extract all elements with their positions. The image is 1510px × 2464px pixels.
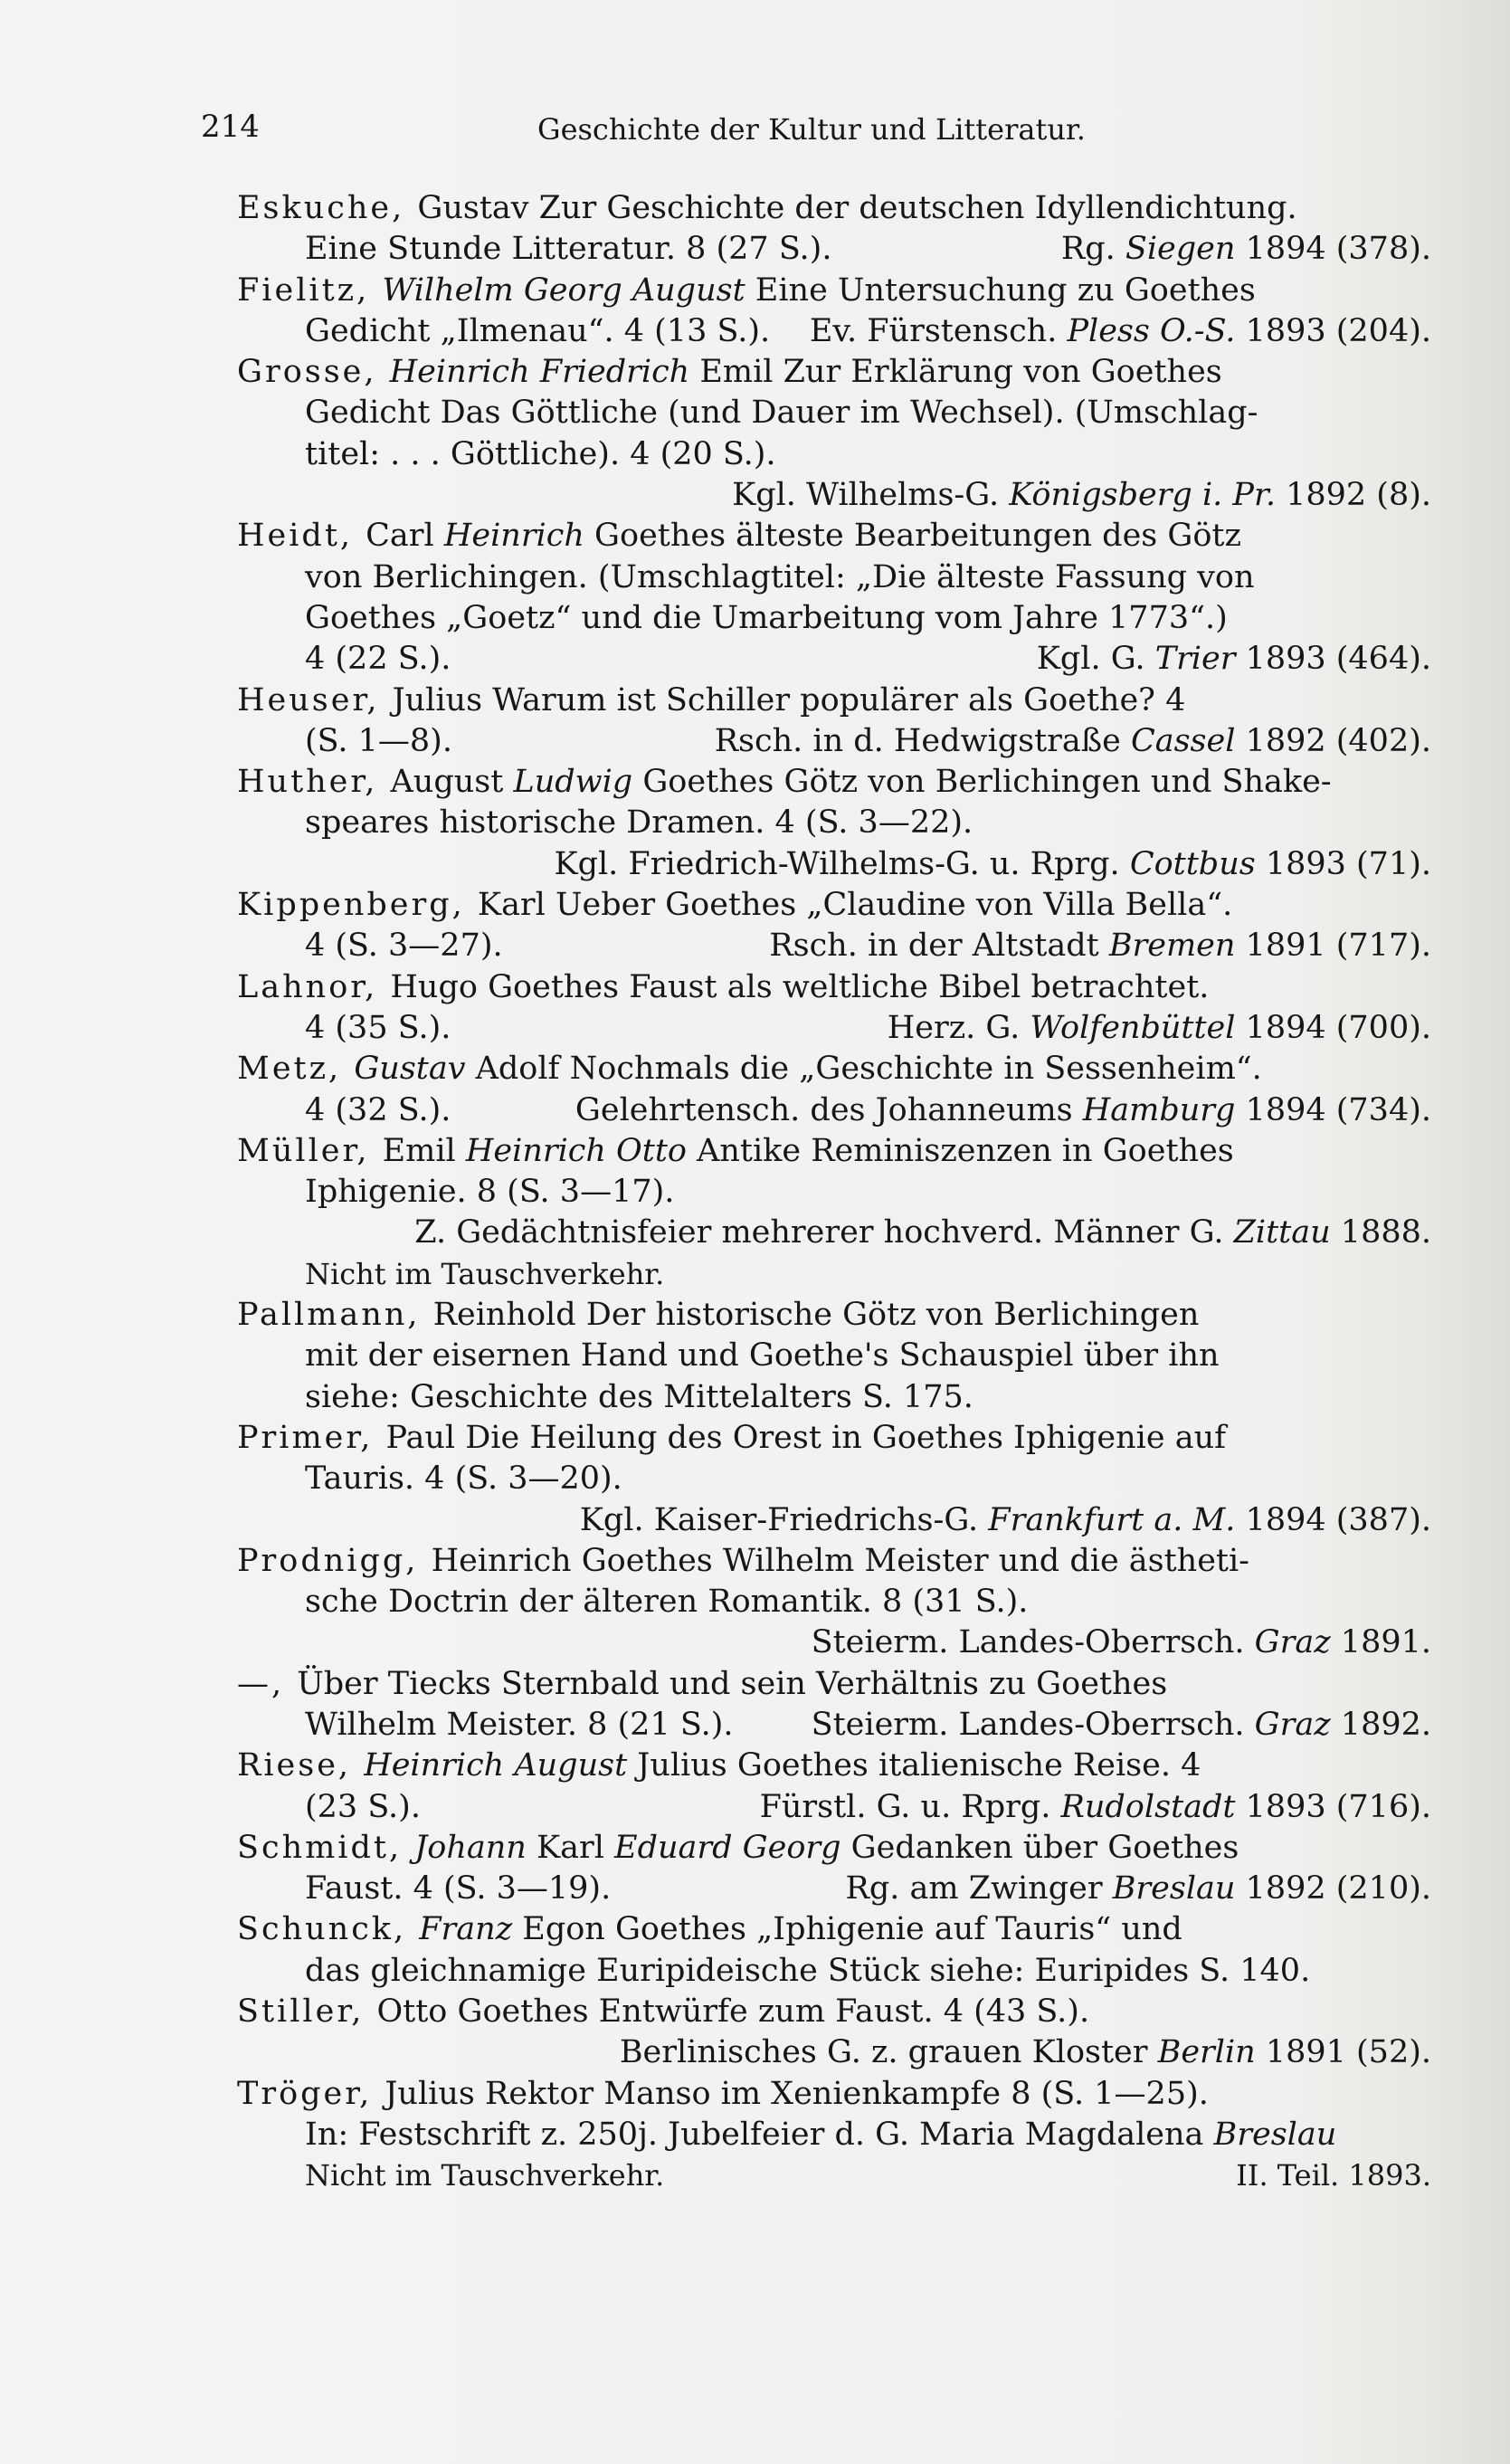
year-number: 1892 (402). [1235, 722, 1431, 759]
author-given-name: Ludwig [513, 764, 633, 801]
entry-heading-line [237, 1295, 1431, 1336]
entry-line [237, 557, 1431, 598]
author-surname: Grosse, [237, 354, 390, 391]
entry-line [237, 434, 1431, 475]
entry-line [237, 475, 1431, 516]
institution: Berlinisches G. z. grauen Kloster [619, 2034, 1158, 2071]
bibliography-entry [237, 2074, 1431, 2197]
place-name: Trier [1154, 641, 1236, 678]
publication-info [812, 1705, 1431, 1746]
author-surname: Heuser, [237, 681, 393, 718]
author-given-name: Karl [526, 1829, 615, 1866]
entry-text: Adolf Nochmals die „Geschichte in Sessenheim“. [465, 1051, 1262, 1088]
entry-text: Wilhelm Meister. 8 (21 S.). [305, 1706, 734, 1743]
entry-heading-line [237, 762, 1431, 803]
author-surname: Pallmann, [237, 1297, 433, 1334]
entry-text: von Berlichingen. (Umschlagtitel: „Die älteste Fassung von [305, 558, 1255, 595]
year-number: 1892 (8). [1275, 477, 1431, 514]
institution: Rsch. in der Altstadt [769, 928, 1109, 965]
entry-line [237, 844, 1431, 885]
bibliography-entry [237, 885, 1431, 967]
entry-line [237, 1459, 1431, 1499]
author-given-name: Gustav [354, 1051, 466, 1088]
author-surname: Huther, [237, 764, 391, 801]
bibliography-entry [237, 1295, 1431, 1418]
entry-text: Egon Goethes „Iphigenie auf Tauris“ und [512, 1911, 1182, 1948]
bibliography-entry [237, 1664, 1431, 1746]
entry-text: Julius Warum ist Schiller populärer als Goethe? 4 [392, 681, 1186, 718]
entry-heading-line [237, 1049, 1431, 1089]
author-surname: Stiller, [237, 1993, 377, 2031]
bibliography-entry [237, 271, 1431, 353]
entry-text: Gedanken über Goethes [840, 1829, 1239, 1866]
running-title: Geschichte der Kultur und Litteratur. [537, 112, 1086, 147]
entry-heading-line [237, 2074, 1431, 2115]
entry-line [237, 2155, 1431, 2196]
place-name: Wolfenbüttel [1030, 1009, 1236, 1046]
entry-line [237, 2032, 1431, 2073]
entry-text: In: Festschrift z. 250j. Jubelfeier d. G. Maria Magdalena [305, 2116, 1214, 2153]
place-name: Frankfurt a. M. [988, 1501, 1236, 1538]
bibliography-entry [237, 1541, 1431, 1664]
publication-info [760, 1787, 1431, 1828]
bibliography-entry [237, 1828, 1431, 1910]
entry-text: Emil Zur Erklärung von Goethes [689, 354, 1222, 391]
publication-info [1236, 2155, 1431, 2196]
entry-line [237, 393, 1431, 433]
entry-text: Iphigenie. 8 (S. 3—17). [305, 1174, 675, 1211]
place-name: Bremen [1108, 928, 1236, 965]
institution: Z. Gedächtnisfeier mehrerer hochverd. Männer G. [414, 1214, 1234, 1251]
entry-text: das gleichnamige Euripideische Stück siehe: Euripides S. 140. [305, 1952, 1311, 1989]
institution: Steierm. Landes-Oberrsch. [811, 1624, 1255, 1661]
entry-text: Otto Goethes Entwürfe zum Faust. 4 (43 S.). [376, 1993, 1090, 2031]
entry-heading-line [237, 1664, 1431, 1705]
entry-line [237, 639, 1431, 680]
publication-info [846, 1869, 1431, 1909]
place-name: Siegen [1125, 231, 1236, 268]
entry-text: siehe: Geschichte des Mittelalters S. 175. [305, 1378, 973, 1415]
year-number: 1891 (717). [1235, 928, 1431, 965]
author-surname: Metz, [237, 1051, 355, 1088]
publication-info [1061, 229, 1431, 270]
year-number: 1893 (71). [1255, 845, 1431, 882]
bibliography-entry [237, 516, 1431, 680]
author-surname: Schunck, [237, 1911, 420, 1948]
entry-text: mit der eisernen Hand und Goethe's Schauspiel über ihn [305, 1337, 1220, 1375]
entry-text: 4 (22 S.). [305, 641, 451, 678]
place-name: Hamburg [1082, 1091, 1236, 1128]
author-given-name: Heinrich Otto [465, 1132, 687, 1169]
entry-heading-line [237, 1418, 1431, 1459]
institution: Rsch. in d. Hedwigstraße [714, 722, 1131, 759]
entry-text: (S. 1—8). [305, 722, 452, 759]
place-name: Zittau [1233, 1214, 1331, 1251]
year-number: 1891. [1330, 1624, 1431, 1661]
publication-info [810, 311, 1431, 352]
entry-line [237, 1008, 1431, 1049]
author-given-name: Johann [414, 1829, 527, 1866]
place-name: Graz [1254, 1624, 1331, 1661]
author-surname: Kippenberg, [237, 887, 478, 924]
institution: Rg. am Zwinger [845, 1870, 1113, 1907]
entry-text: Eine Untersuchung zu Goethes [745, 271, 1256, 309]
institution: Herz. G. [887, 1009, 1030, 1046]
entry-heading-line [237, 967, 1431, 1008]
year-number: 1894 (734). [1235, 1091, 1431, 1128]
entry-text: titel: . . . Göttliche). 4 (20 S.). [305, 435, 776, 472]
bibliography-entry [237, 1418, 1431, 1541]
entry-heading-line [237, 1541, 1431, 1582]
entry-text: Karl Ueber Goethes „Claudine von Villa Bella“. [477, 887, 1233, 924]
entry-heading-line [237, 885, 1431, 926]
author-given-name: Heinrich [443, 518, 584, 555]
entry-text: Gedicht Das Göttliche (und Dauer im Wechsel). (Umschlag- [305, 395, 1258, 432]
year-number: 1892. [1330, 1706, 1431, 1743]
entry-line [237, 1500, 1431, 1541]
entry-text: Heinrich Goethes Wilhelm Meister und die ästheti- [431, 1542, 1250, 1579]
institution: Kgl. Wilhelms-G. [732, 477, 1010, 514]
author-given-name: Heinrich Friedrich [389, 354, 690, 391]
publication-info [1037, 639, 1431, 680]
entry-text: Faust. 4 (S. 3—19). [305, 1870, 612, 1907]
year-number: 1894 (378). [1235, 231, 1431, 268]
institution: Kgl. Friedrich-Wilhelms-G. u. Rprg. [554, 845, 1130, 882]
entry-line [237, 1582, 1431, 1622]
entry-heading-line [237, 188, 1431, 229]
page-header [201, 109, 1467, 163]
publication-info [580, 1500, 1431, 1541]
entry-line [237, 1336, 1431, 1376]
entry-line [237, 1172, 1431, 1213]
entry-heading-line [237, 1828, 1431, 1869]
entry-line [237, 926, 1431, 966]
entry-text: Goethes älteste Bearbeitungen des Götz [584, 518, 1241, 555]
entry-line [237, 1090, 1431, 1131]
entry-line [237, 1869, 1431, 1909]
year-number: 1893 (464). [1235, 641, 1431, 678]
entry-text: Tauris. 4 (S. 3—20). [305, 1460, 622, 1498]
bibliography-list [237, 188, 1431, 2197]
publication-info [812, 1622, 1431, 1663]
entry-text: Julius Rektor Manso im Xenienkampfe 8 (S. 1—25). [385, 2075, 1209, 2112]
entry-text: (23 S.). [305, 1788, 421, 1825]
entry-line [237, 803, 1431, 843]
bibliography-entry [237, 352, 1431, 516]
entry-heading-line [237, 271, 1431, 311]
author-surname: Riese, [237, 1747, 365, 1784]
publication-info [732, 475, 1431, 516]
institution: Kgl. G. [1036, 641, 1155, 678]
year-number: 1891 (52). [1255, 2034, 1431, 2071]
entry-text: Hugo Goethes Faust als weltliche Bibel betrachtet. [390, 968, 1210, 1005]
page-number: 214 [201, 109, 260, 145]
author-surname: Fielitz, [237, 271, 383, 309]
entry-heading-line [237, 352, 1431, 393]
institution: Kgl. Kaiser-Friedrichs-G. [579, 1501, 989, 1538]
institution: Fürstl. G. u. Rprg. [759, 1788, 1061, 1825]
year-number: 1892 (210). [1235, 1870, 1431, 1907]
entry-text: 4 (35 S.). [305, 1009, 451, 1046]
entry-line [237, 1622, 1431, 1663]
entry-line [237, 1705, 1431, 1746]
author-given-name: Franz [419, 1911, 513, 1948]
entry-text: sche Doctrin der älteren Romantik. 8 (31 S.). [305, 1584, 1029, 1621]
entry-text: Julius Goethes italienische Reise. 4 [627, 1747, 1201, 1784]
entry-text: Paul Die Heilung des Orest in Goethes Iphigenie auf [385, 1419, 1227, 1456]
entry-heading-line [237, 1131, 1431, 1172]
entry-text: Gedicht „Ilmenau“. 4 (13 S.). [305, 312, 771, 349]
institution: Gelehrtensch. des Johanneums [575, 1091, 1083, 1128]
year-number: 1893 (204). [1235, 312, 1431, 349]
author-given-name: Heinrich August [364, 1747, 628, 1784]
publication-info [414, 1213, 1431, 1253]
author-given-name: Wilhelm Georg August [382, 271, 746, 309]
year-number: 1893 (716). [1235, 1788, 1431, 1825]
entry-line [237, 1951, 1431, 1992]
author-given-name: Emil [382, 1132, 466, 1169]
institution: Rg. [1060, 231, 1125, 268]
bibliography-entry [237, 762, 1431, 885]
place-name: Königsberg i. Pr. [1009, 477, 1276, 514]
publication-info [715, 721, 1431, 762]
publication-info [554, 844, 1431, 885]
author-given-name: Carl [366, 518, 444, 555]
publication-info [888, 1008, 1431, 1049]
author-surname: —, [237, 1665, 298, 1702]
place-name: Rudolstadt [1060, 1788, 1236, 1825]
place-name: Cassel [1130, 722, 1236, 759]
bibliography-entry [237, 967, 1431, 1050]
entry-line [237, 2115, 1431, 2155]
place-name: Cottbus [1129, 845, 1256, 882]
year-number: 1894 (700). [1235, 1009, 1431, 1046]
author-surname: Lahnor, [237, 968, 391, 1005]
entry-line [237, 598, 1431, 639]
entry-text: speares historische Dramen. 4 (S. 3—22). [305, 804, 973, 842]
entry-text: Nicht im Tauschverkehr. [305, 2158, 665, 2193]
author-surname: Schmidt, [237, 1829, 415, 1866]
author-surname: Tröger, [237, 2075, 385, 2112]
bibliography-entry [237, 680, 1431, 763]
publication-info [769, 926, 1431, 966]
entry-line [237, 1254, 1431, 1295]
entry-text: 4 (S. 3—27). [305, 928, 503, 965]
entry-text: 4 (32 S.). [305, 1091, 451, 1128]
entry-text: Antike Reminiszenzen in Goethes [686, 1132, 1234, 1169]
entry-line [237, 1213, 1431, 1253]
bibliography-entry [237, 1992, 1431, 2074]
author-surname: Eskuche, [237, 190, 418, 226]
entry-text: Über Tiecks Sternbald und sein Verhältnis zu Goethes [297, 1665, 1168, 1702]
place-name: Berlin [1157, 2034, 1256, 2071]
author-surname: Heidt, [237, 518, 366, 555]
bibliography-entry [237, 188, 1431, 271]
entry-heading-line [237, 516, 1431, 557]
place-name: Pless O.-S. [1067, 312, 1236, 349]
institution: Steierm. Landes-Oberrsch. [811, 1706, 1255, 1743]
entry-line [237, 311, 1431, 352]
bibliography-entry [237, 1909, 1431, 1992]
entry-text: Gustav Zur Geschichte der deutschen Idyllendichtung. [417, 190, 1297, 226]
entry-line [237, 229, 1431, 270]
author-surname: Prodnigg, [237, 1542, 432, 1579]
entry-text: Goethes „Goetz“ und die Umarbeitung vom Jahre 1773“.) [305, 599, 1228, 636]
place-name: Breslau [1213, 2116, 1337, 2153]
institution: Ev. Fürstensch. [809, 312, 1068, 349]
entry-heading-line [237, 1992, 1431, 2032]
entry-text: Nicht im Tauschverkehr. [305, 1256, 665, 1291]
entry-text: Goethes Götz von Berlichingen und Shake- [632, 764, 1332, 801]
entry-line [237, 1787, 1431, 1828]
entry-line [237, 1377, 1431, 1418]
publication-info [620, 2032, 1431, 2073]
author-given-name: August [390, 764, 514, 801]
year-number: 1888. [1330, 1214, 1431, 1251]
bibliography-entry [237, 1746, 1431, 1828]
author-surname: Primer, [237, 1419, 386, 1456]
place-name: Graz [1254, 1706, 1331, 1743]
publication-info [575, 1090, 1431, 1131]
bibliography-entry [237, 1049, 1431, 1131]
entry-heading-line [237, 1909, 1431, 1950]
entry-line [237, 721, 1431, 762]
institution: II. Teil. 1893. [1236, 2158, 1431, 2193]
author-surname: Müller, [237, 1132, 383, 1169]
entry-heading-line [237, 1746, 1431, 1786]
year-number: 1894 (387). [1235, 1501, 1431, 1538]
entry-text: Reinhold Der historische Götz von Berlichingen [432, 1297, 1200, 1334]
entry-heading-line [237, 680, 1431, 721]
author-given-name: Eduard Georg [614, 1829, 841, 1866]
entry-text: Eine Stunde Litteratur. 8 (27 S.). [305, 231, 832, 268]
bibliography-entry [237, 1131, 1431, 1295]
place-name: Breslau [1112, 1870, 1236, 1907]
